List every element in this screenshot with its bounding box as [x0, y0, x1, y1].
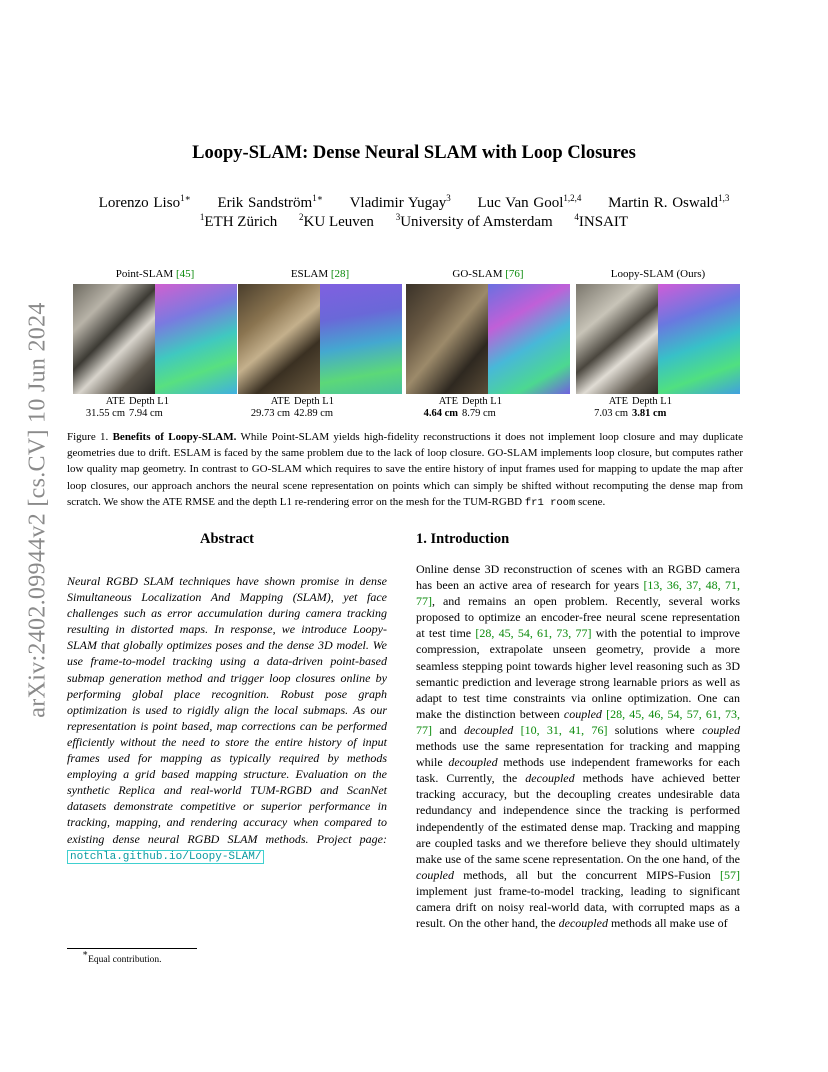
arxiv-stamp	[18, 290, 58, 730]
paper-title: Loopy-SLAM: Dense Neural SLAM with Loop Closures	[192, 143, 636, 163]
normal-map-image	[488, 284, 570, 394]
arxiv-stamp-text: arXiv:2402.09944v2 [cs.CV] 10 Jun 2024	[24, 302, 51, 718]
author: Martin R. Oswald$^{1,3}$	[608, 193, 730, 211]
introduction-heading: 1. Introduction	[416, 531, 510, 547]
panel-metrics: ATE Depth L1 4.64 cm 8.79 cm	[423, 396, 502, 419]
author: Erik Sandström$^{1∗}$	[217, 193, 323, 211]
normal-map-image	[155, 284, 237, 394]
normal-map-image	[320, 284, 402, 394]
panel-title: GO-SLAM [76]	[452, 268, 524, 280]
author-list	[0, 195, 828, 212]
rgb-reconstruction-image	[238, 284, 320, 394]
rgb-reconstruction-image	[406, 284, 488, 394]
panel-title: Loopy-SLAM (Ours)	[610, 268, 706, 280]
footnote: ∗Equal contribution.	[82, 948, 162, 965]
affiliation: $^3$University of Amsterdam	[395, 212, 553, 230]
abstract-text: Neural RGBD SLAM techniques have shown promise in dense Simultaneous Localization And Mapping (SLAM), yet face challenges such as error accumulation during camera tracking resulting in distorted maps. In response, we introduce Loopy-SLAM that globally optimizes poses and the dense 3D model. We use frame-to-model tracking using a data-driven point-based submap generation method and trigger loop closures online by performing global place recognition. Robust pose graph optimization is used to rigidly align the local submaps. As our representation is point based, map corrections can be performed efficiently without the need to store the entire history of input frames used for mapping as typically required by methods employing a grid based mapping structure. Evaluation on the synthetic Replica and real-world TUM-RGBD and ScanNet datasets demonstrate competitive or superior performance in tracking, mapping, and rendering accuracy when compared to existing dense neural RGBD SLAM methods. Project page: notchla.github.io/Loopy-SLAM/	[67, 574, 387, 863]
citation-link[interactable]: [28, 45, 54, 61, 73, 77]	[475, 626, 592, 641]
panel-metrics: ATE Depth L1 31.55 cm 7.94 cm	[85, 396, 169, 419]
project-page-link[interactable]: notchla.github.io/Loopy-SLAM/	[67, 850, 264, 864]
figure-panel-eslam	[238, 268, 402, 420]
affiliation: $^4$INSAIT	[574, 212, 629, 230]
introduction-text: Online dense 3D reconstruction of scenes with an RGBD camera has been an active area of research for years [13, 36, 37, 48, 71, 77], and remains an open problem. Recently, several works proposed to optimize an encoder-free neural scene representation at test time [28, 45, 54, 61, 73, 77] with the potential to improve compression, extrapolate unseen geometry, provide a more seamless stepping point towards higher level reasoning such as 3D semantic prediction and leverage strong learnable priors as well as adapt to test time constraints via online optimization. One can make the distinction between coupled [28, 45, 46, 54, 57, 61, 73, 77] and decoupled [10, 31, 41, 76] solutions where coupled methods use the same representation for tracking and mapping while decoupled methods use independent frameworks for each task. Currently, the decoupled methods have achieved better tracking accuracy, but the decoupling creates undesirable data redundancy and independence since the tracking is performed independently of the estimated dense map. Tracking and mapping are coupled tasks and we therefore believe they should ultimately make use of the same scene representation. On the one hand, of the coupled methods, all but the concurrent MIPS-Fusion [57] implement just frame-to-model tracking, leading to significant camera drift on noisy real-world data, with corrupted maps as a result. On the other hand, the decoupled methods all make use of	[416, 562, 741, 931]
panel-metrics: ATE Depth L1 29.73 cm 42.89 cm	[250, 396, 334, 419]
affiliation: $^1$ETH Zürich	[199, 212, 278, 230]
citation-link[interactable]: [76]	[505, 268, 524, 280]
figure-caption: Figure 1. Benefits of Loopy-SLAM. While Point-SLAM yields high-fidelity reconstructions it does not implement loop closure and may duplicate geometries due to drift. ESLAM is faced by the same problem due to the lack of loop closure. GO-SLAM implements loop closure, but computes rather low quality map geometry. In contrast to GO-SLAM which requires to save the entire history of input frames used for mapping to update the map after loop closures, our approach anchors the neural scene representation on points which can simply be shifted without recomputing the dense map from scratch. We show the ATE RMSE and the depth L1 re-rendering error on the mesh for the TUM-RGBD fr1 room scene.	[67, 431, 744, 509]
figure-panel-loopy-slam	[576, 268, 740, 420]
normal-map-image	[658, 284, 740, 394]
panel-title: Point-SLAM [45]	[115, 268, 195, 280]
author: Lorenzo Liso$^{1∗}$	[98, 193, 191, 211]
affiliation: $^2$KU Leuven	[299, 212, 374, 230]
citation-link[interactable]: [45]	[175, 268, 195, 280]
citation-link[interactable]: [28]	[330, 268, 350, 280]
author: Luc Van Gool$^{1,2,4}$	[477, 193, 582, 211]
rgb-reconstruction-image	[73, 284, 155, 394]
abstract-heading: Abstract	[200, 531, 254, 547]
figure-panel-point-slam	[73, 268, 237, 420]
panel-metrics: ATE Depth L1 7.03 cm 3.81 cm	[594, 396, 672, 419]
citation-link[interactable]: [10, 31, 41, 76]	[520, 722, 608, 737]
citation-link[interactable]: [57]	[720, 867, 741, 882]
panel-title: ESLAM [28]	[290, 268, 350, 280]
figure-panel-go-slam	[406, 268, 570, 420]
citation-link[interactable]: [13, 36, 37, 48, 71, 77]	[416, 578, 741, 609]
affiliation-list	[0, 214, 828, 231]
citation-link[interactable]: [28, 45, 46, 54, 57, 61, 73, 77]	[416, 706, 741, 737]
rgb-reconstruction-image	[576, 284, 658, 394]
author: Vladimir Yugay$^3$	[349, 193, 451, 211]
